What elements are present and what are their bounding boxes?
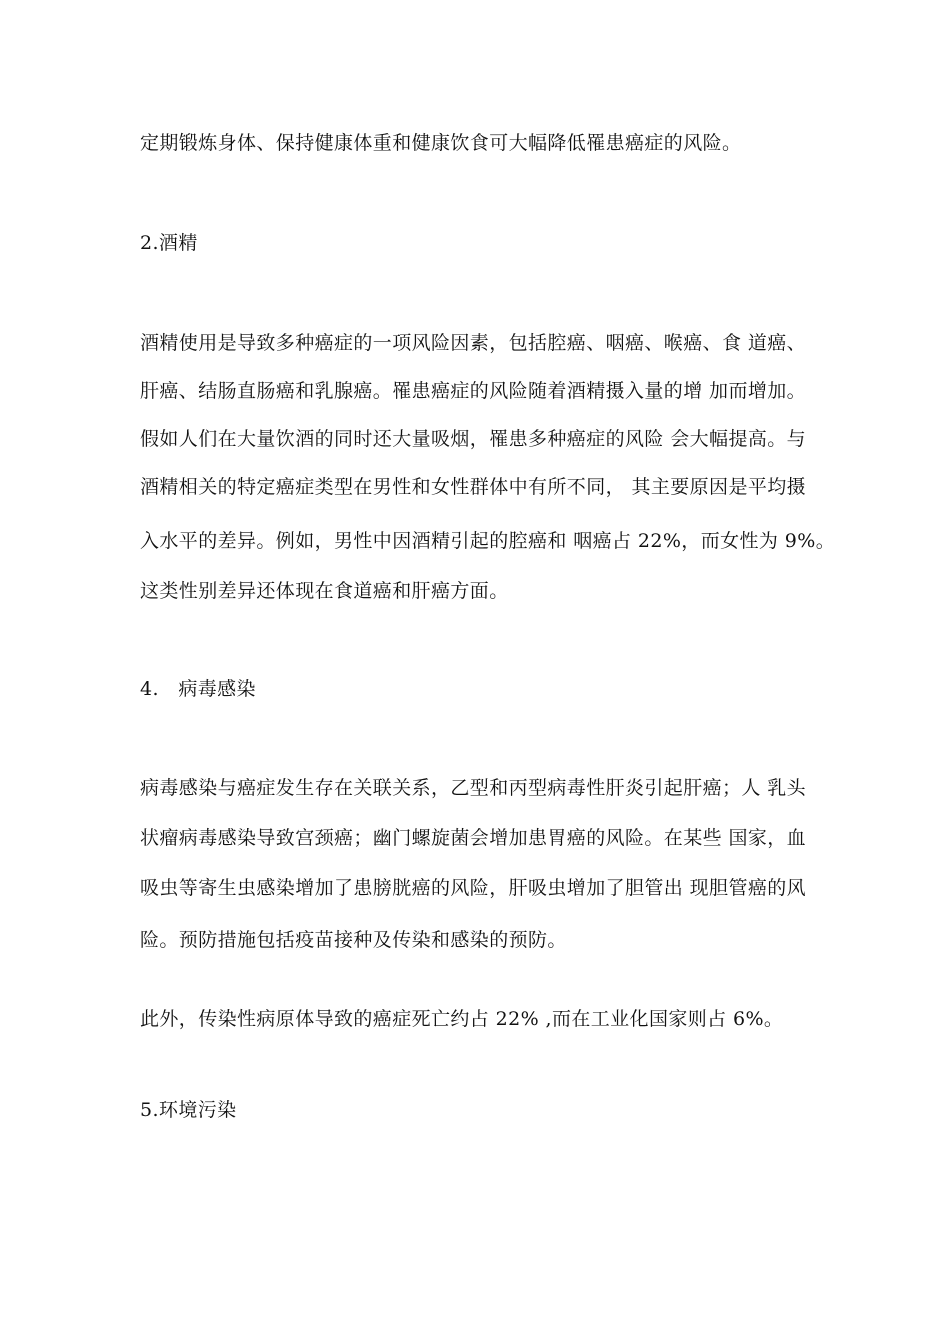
paragraph-line: 假如人们在大量饮酒的同时还大量吸烟，罹患多种癌症的风险 会大幅提高。与 — [140, 428, 807, 450]
intro-paragraph: 定期锻炼身体、保持健康体重和健康饮食可大幅降低罹患癌症的风险。 — [140, 132, 742, 154]
heading-virus-infection: 4. 病毒感染 — [140, 678, 256, 700]
heading-alcohol: 2.酒精 — [140, 232, 198, 254]
paragraph-line: 酒精相关的特定癌症类型在男性和女性群体中有所不同， 其主要原因是平均摄 — [140, 476, 807, 498]
paragraph-line: 险。预防措施包括疫苗接种及传染和感染的预防。 — [140, 929, 567, 951]
heading-environmental-pollution: 5.环境污染 — [140, 1099, 237, 1121]
paragraph-line: 状瘤病毒感染导致宫颈癌；幽门螺旋菌会增加患胃癌的风险。在某些 国家，血 — [140, 827, 807, 849]
paragraph-line: 酒精使用是导致多种癌症的一项风险因素，包括腔癌、咽癌、喉癌、食 道癌、 — [140, 332, 807, 354]
paragraph-line: 肝癌、结肠直肠癌和乳腺癌。罹患癌症的风险随着酒精摄入量的增 加而增加。 — [140, 380, 807, 402]
paragraph-line: 病毒感染与癌症发生存在关联关系，乙型和丙型病毒性肝炎引起肝癌；人 乳头 — [140, 777, 807, 799]
paragraph-line: 入水平的差异。例如，男性中因酒精引起的腔癌和 咽癌占 22%，而女性为 9%。 — [140, 530, 836, 552]
paragraph-line: 吸虫等寄生虫感染增加了患膀胱癌的风险，肝吸虫增加了胆管出 现胆管癌的风 — [140, 877, 807, 899]
infection-mortality-paragraph: 此外，传染性病原体导致的癌症死亡约占 22% ,而在工业化国家则占 6%。 — [140, 1008, 784, 1030]
paragraph-line: 这类性别差异还体现在食道癌和肝癌方面。 — [140, 580, 509, 602]
